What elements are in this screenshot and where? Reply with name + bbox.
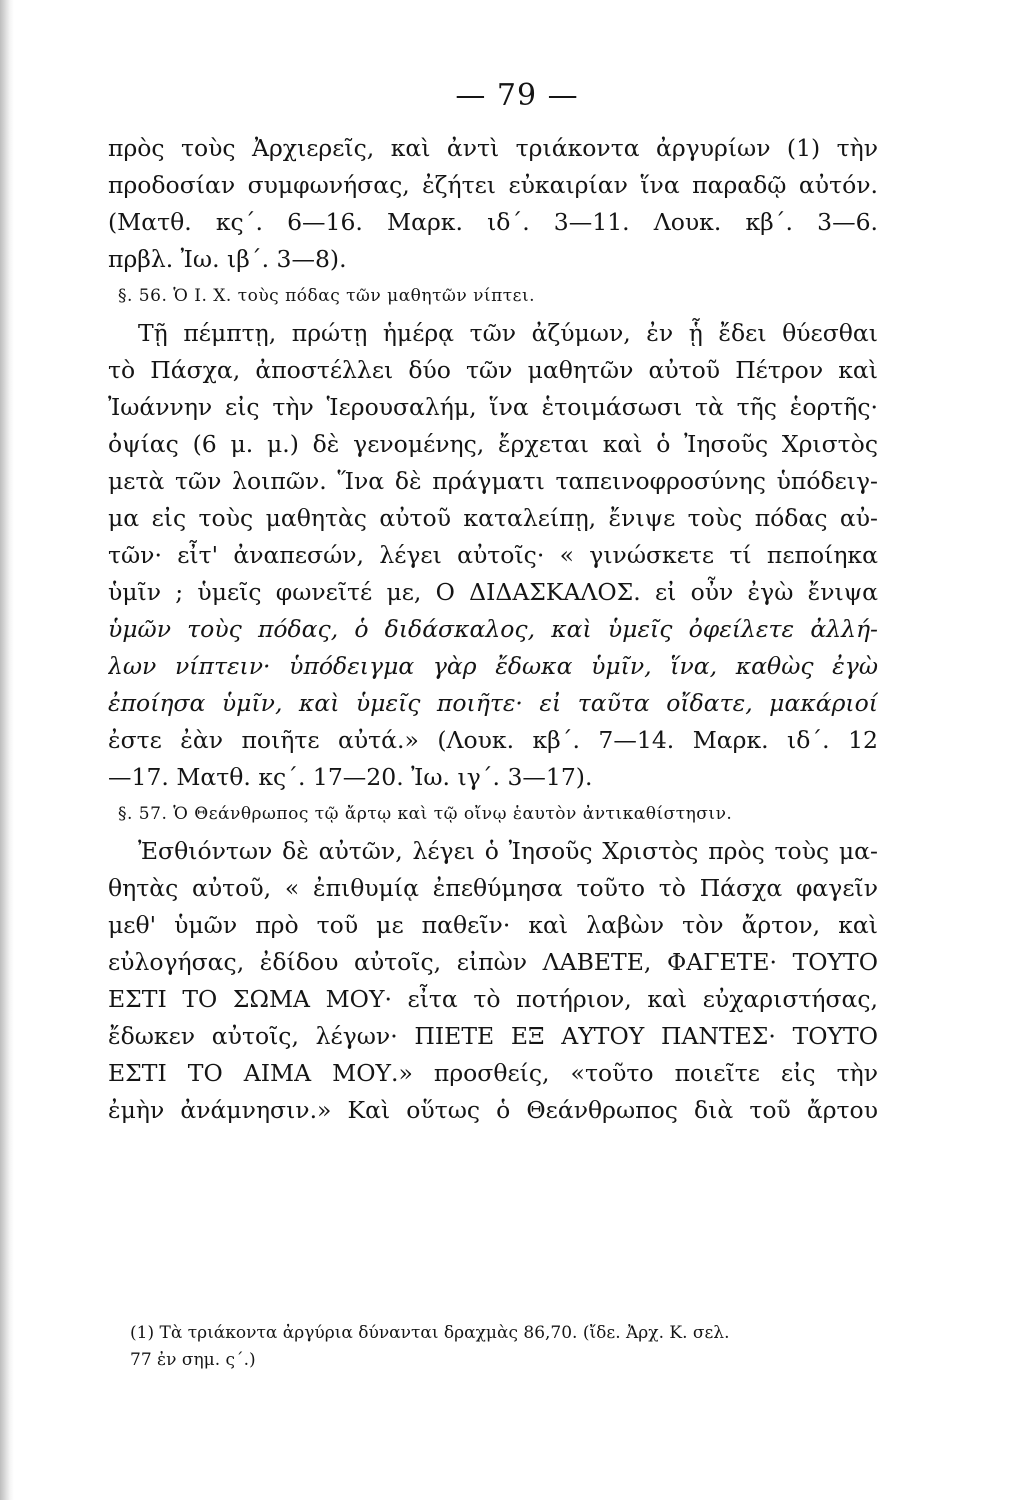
- text-line: ὀψίας (6 μ. μ.) δὲ γενομένης, ἔρχεται καὶ ὁ Ἰησοῦς Χριστὸς: [108, 430, 878, 458]
- text-line: (Ματθ. κς΄. 6—16. Μαρκ. ιδ΄. 3—11. Λουκ. κβ΄. 3—6.: [108, 208, 878, 236]
- paragraph-section-57: [108, 833, 878, 1129]
- text-line: θητὰς αὐτοῦ, « ἐπιθυμίᾳ ἐπεθύμησα τοῦτο τὸ Πάσχα φαγεῖν: [108, 874, 878, 902]
- page-number: — 79 —: [455, 78, 579, 113]
- text-line: εὐλογήσας, ἐδίδου αὐτοῖς, εἰπὼν ΛΑΒΕΤΕ, ΦΑΓΕΤΕ· ΤΟΥΤΟ: [108, 948, 878, 976]
- text-line: πρὸς τοὺς Ἀρχιερεῖς, καὶ ἀντὶ τριάκοντα ἀργυρίων (1) τὴν: [108, 134, 878, 162]
- text-line: μεθ' ὑμῶν πρὸ τοῦ με παθεῖν· καὶ λαβὼν τὸν ἄρτον, καὶ: [108, 911, 878, 939]
- paragraph-section-56: [108, 315, 878, 796]
- text-line: ΕΣΤΙ ΤΟ ΑΙΜΑ ΜΟΥ.» προσθείς, «τοῦτο ποιεῖτε εἰς τὴν: [108, 1059, 878, 1087]
- text-line: λων νίπτειν· ὑπόδειγμα γὰρ ἔδωκα ὑμῖν, ἵνα, καθὼς ἐγὼ: [108, 652, 878, 680]
- text-line: Τῇ πέμπτῃ, πρώτῃ ἡμέρᾳ τῶν ἀζύμων, ἐν ᾗ ἔδει θύεσθαι: [138, 319, 878, 347]
- text-line: Ἐσθιόντων δὲ αὐτῶν, λέγει ὁ Ἰησοῦς Χριστὸς πρὸς τοὺς μα-: [138, 837, 878, 865]
- footnote: [130, 1320, 870, 1374]
- footnote-line: (1) Τὰ τριάκοντα ἀργύρια δύνανται δραχμὰς 86,70. (ἴδε. Ἀρχ. Κ. σελ.: [130, 1323, 730, 1343]
- section-56-heading: §. 56. Ὁ Ι. Χ. τοὺς πόδας τῶν μαθητῶν νίπτει.: [118, 286, 536, 306]
- text-line: ὑμῶν τοὺς πόδας, ὁ διδάσκαλος, καὶ ὑμεῖς ὀφείλετε ἀλλή-: [108, 615, 878, 643]
- text-line: ὑμῖν ; ὑμεῖς φωνεῖτέ με, Ο ΔΙΔΑΣΚΑΛΟΣ. εἰ οὖν ἐγὼ ἔνιψα: [108, 578, 878, 606]
- paragraph-continuation: [108, 130, 878, 278]
- text-line: μα εἰς τοὺς μαθητὰς αὐτοῦ καταλείπῃ, ἔνιψε τοὺς πόδας αὐ-: [108, 504, 878, 532]
- text-line: ἐποίησα ὑμῖν, καὶ ὑμεῖς ποιῆτε· εἰ ταῦτα οἴδατε, μακάριοί: [108, 689, 878, 717]
- text-line: μετὰ τῶν λοιπῶν. Ἵνα δὲ πράγματι ταπεινοφροσύνης ὑπόδειγ-: [108, 467, 878, 495]
- text-line: προδοσίαν συμφωνήσας, ἐζήτει εὐκαιρίαν ἵνα παραδῷ αὐτόν.: [108, 171, 878, 199]
- text-line: τὸ Πάσχα, ἀποστέλλει δύο τῶν μαθητῶν αὐτοῦ Πέτρον καὶ: [108, 356, 878, 384]
- text-line: ἐστε ἐὰν ποιῆτε αὐτά.» (Λουκ. κβ΄. 7—14. Μαρκ. ιδ΄. 12: [108, 726, 878, 754]
- text-line: ἐμὴν ἀνάμνησιν.» Καὶ οὕτως ὁ Θεάνθρωπος διὰ τοῦ ἄρτου: [108, 1096, 878, 1124]
- text-line: —17. Ματθ. κς΄. 17—20. Ἰω. ιγ΄. 3—17).: [108, 763, 593, 791]
- text-line: Ἰωάννην εἰς τὴν Ἱερουσαλήμ, ἵνα ἑτοιμάσωσι τὰ τῆς ἑορτῆς·: [108, 393, 878, 421]
- text-line: πρβλ. Ἰω. ιβ΄. 3—8).: [108, 245, 347, 273]
- text-line: τῶν· εἶτ' ἀναπεσών, λέγει αὐτοῖς· « γινώσκετε τί πεποίηκα: [108, 541, 878, 569]
- page-body: [108, 130, 878, 1129]
- footnote-line: 77 ἐν σημ. ς΄.): [130, 1350, 256, 1370]
- text-line: ΕΣΤΙ ΤΟ ΣΩΜΑ ΜΟΥ· εἶτα τὸ ποτήριον, καὶ εὐχαριστήσας,: [108, 985, 878, 1013]
- text-line: ἔδωκεν αὐτοῖς, λέγων· ΠΙΕΤΕ ΕΞ ΑΥΤΟΥ ΠΑΝΤΕΣ· ΤΟΥΤΟ: [108, 1022, 878, 1050]
- scanned-page-edge: [0, 0, 14, 1500]
- section-57-heading: §. 57. Ὁ Θεάνθρωπος τῷ ἄρτῳ καὶ τῷ οἴνῳ ἑαυτὸν ἀντικαθίστησιν.: [118, 804, 733, 824]
